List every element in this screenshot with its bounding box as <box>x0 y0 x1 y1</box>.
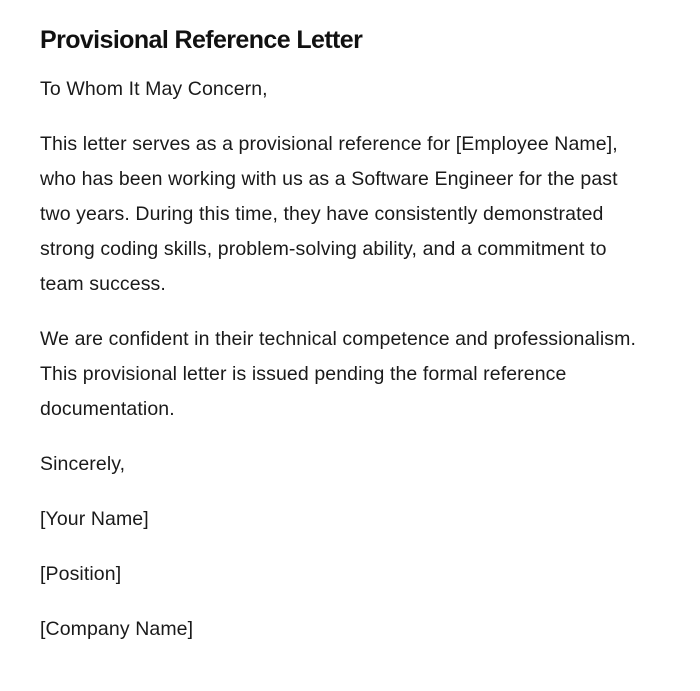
letter-closing: Sincerely, <box>40 453 126 475</box>
letter-title: Provisional Reference Letter <box>40 26 363 54</box>
letter-paragraph-2: We are confident in their technical competence and professionalism. This provisional letter is issued pending the formal reference documentation. <box>40 328 636 420</box>
letter-greeting: To Whom It May Concern, <box>40 78 268 100</box>
signature-name: [Your Name] <box>40 508 149 530</box>
signature-position: [Position] <box>40 563 122 585</box>
reference-letter <box>40 22 650 667</box>
signature-company: [Company Name] <box>40 618 194 640</box>
letter-paragraph-1: This letter serves as a provisional reference for [Employee Name], who has been working with us as a Software Engineer for the past two years. During this time, they have consistently demonstrated strong coding skills, problem-solving ability, and a commitment to team success. <box>40 133 618 295</box>
